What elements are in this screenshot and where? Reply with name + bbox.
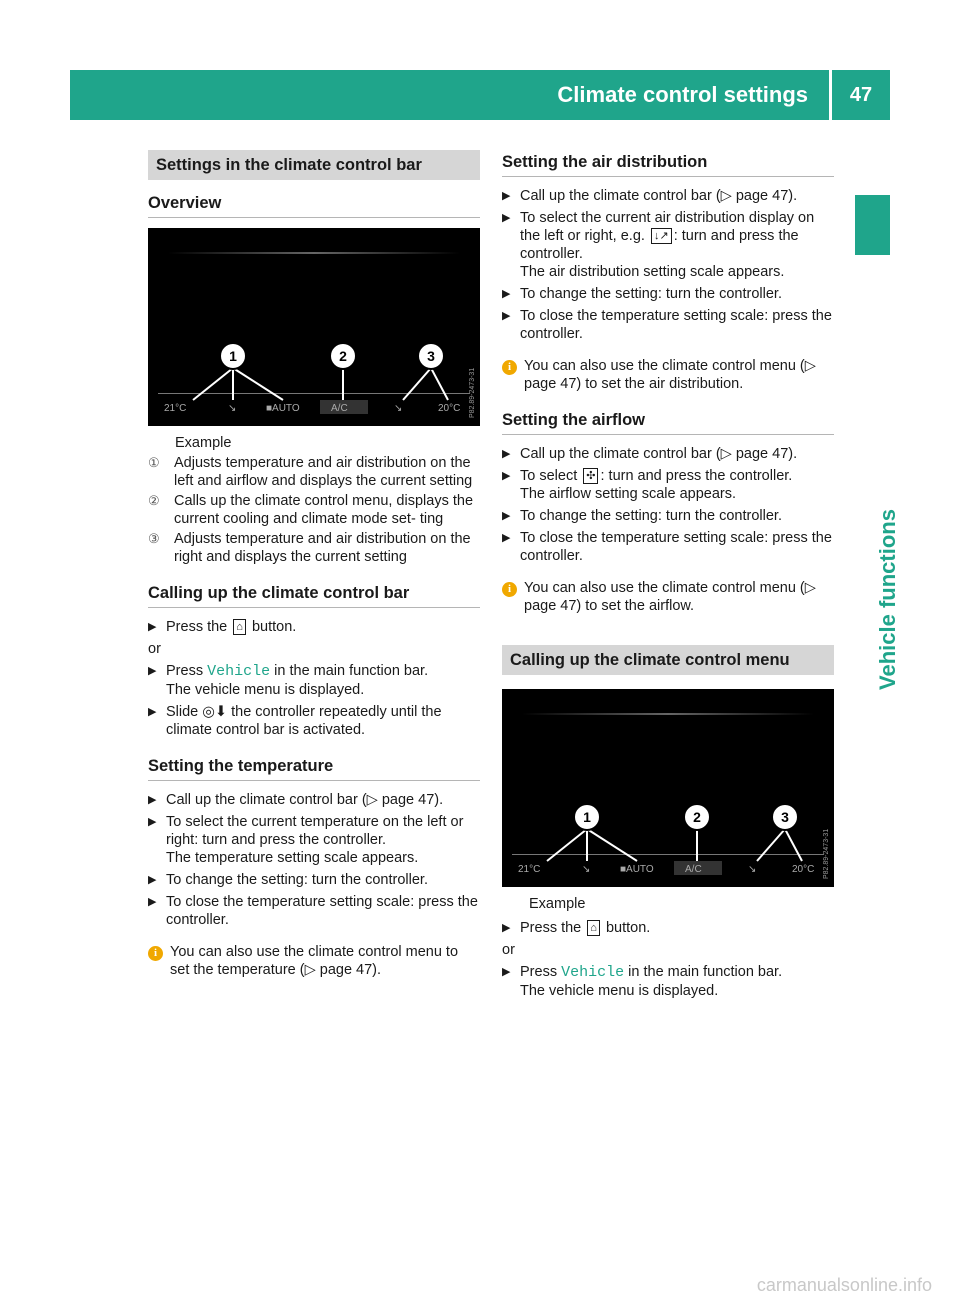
auto-label: ■AUTO [620,864,654,875]
step: ▶ Press Vehicle in the main function bar. The vehicle menu is displayed. [502,964,783,999]
arrow-icon: ▶ [502,212,511,224]
section-title-climate-menu: Calling up the climate control menu [502,645,834,675]
air-dist-left-icon: ↘ [582,864,591,875]
air-distribution-icon: ↓↗ [651,228,672,244]
left-column [148,150,480,979]
arrow-icon: ▶ [148,665,157,677]
arrow-icon: ▶ [148,896,157,908]
step: ▶ To select ✣ : turn and press the controller. The airflow setting scale appears. [502,468,793,502]
vehicle-menu-label: Vehicle [561,964,625,981]
arrow-icon: ▶ [148,816,157,828]
figure-code: P82.89-2473-31 [823,828,830,879]
climate-menu-illustration [502,689,834,887]
bar-baseline [512,854,824,855]
step: ▶ To close the temperature setting scale: press the controller. [502,530,832,564]
arrow-icon: ▶ [148,874,157,886]
step: ▶ Call up the climate control bar (▷ page 47). [502,188,798,204]
right-column [502,150,834,1004]
heading-calling-bar: Calling up the climate control bar [148,584,480,608]
temp-right-value: 20°C [438,403,461,414]
info-note: i You can also use the climate control menu to set the temperature (▷ page 47). [148,943,480,979]
info-icon: i [148,946,163,961]
air-dist-left-icon: ↘ [228,403,237,414]
air-dist-right-icon: ↘ [748,864,757,875]
arrow-icon: ▶ [148,706,157,718]
top-glow [168,252,460,254]
vehicle-menu-label: Vehicle [207,663,271,680]
step: ▶ To change the setting: turn the controller. [502,286,782,302]
car-button-icon: ⌂ [233,619,246,635]
figure-caption: Example [529,896,586,912]
temp-left-value: 21°C [164,403,187,414]
temp-right-value: 20°C [792,864,815,875]
step: ▶ To close the temperature setting scale: press the controller. [148,894,478,928]
or-text: or [502,942,515,958]
step: ▶ To close the temperature setting scale: press the controller. [502,308,832,342]
marker-label-2: 2 [693,809,701,825]
info-note: i You can also use the climate control menu (▷ page 47) to set the air distribution. [502,357,834,393]
arrow-icon: ▶ [502,288,511,300]
list-item: ③ Adjusts temperature and air distribution on the right and displays the current setting [148,531,471,565]
air-dist-right-icon: ↘ [394,403,403,414]
info-note: i You can also use the climate control menu (▷ page 47) to set the airflow. [502,579,834,615]
arrow-icon: ▶ [502,922,511,934]
marker-label-2: 2 [339,348,347,364]
page-header [70,70,890,120]
step: ▶ Call up the climate control bar (▷ page 47). [148,792,444,808]
climate-bar-figure [148,228,480,426]
section-title-climate-bar: Settings in the climate control bar [148,150,480,180]
temp-left-value: 21°C [518,864,541,875]
info-icon: i [502,360,517,375]
chapter-title: Climate control settings [557,82,808,107]
side-section-label: Vehicle functions [875,509,900,690]
step: ▶ Press the ⌂ button. [502,920,651,936]
step: ▶ Slide ◎⬇ the controller repeatedly until the climate control bar is activated. [148,704,442,738]
info-icon: i [502,582,517,597]
climate-bar-illustration [148,228,480,426]
step: ▶ To select the current air distribution display on the left or right, e.g. ↓↗ : turn and press the controller. The air distribution setting scale appears. [502,210,815,280]
arrow-icon: ▶ [502,310,511,322]
figure-code: P82.89-2473-31 [469,367,476,418]
list-item: ② Calls up the climate control menu, displays the current cooling and climate mode set- ting [148,493,474,527]
arrow-icon: ▶ [148,621,157,633]
heading-airflow: Setting the airflow [502,411,834,435]
climate-menu-figure [502,689,834,887]
arrow-icon: ▶ [502,966,511,978]
ac-label: A/C [331,403,348,414]
airflow-fan-icon: ✣ [583,468,598,484]
top-glow [522,713,814,715]
marker-label-3: 3 [781,809,789,825]
auto-label: ■AUTO [266,403,300,414]
controller-slide-icon: ◎⬇ [202,704,228,720]
heading-temperature: Setting the temperature [148,757,480,781]
arrow-icon: ▶ [502,448,511,460]
page-number: 47 [849,84,873,106]
marker-label-1: 1 [583,809,591,825]
marker-label-3: 3 [427,348,435,364]
arrow-icon: ▶ [502,470,511,482]
step: ▶ Call up the climate control bar (▷ page 47). [502,446,798,462]
bar-baseline [158,393,470,394]
heading-overview: Overview [148,194,480,218]
step: ▶ Press the ⌂ button. [148,619,297,635]
arrow-icon: ▶ [502,510,511,522]
or-text: or [148,641,161,657]
overview-legend [148,454,480,566]
heading-air-distribution: Setting the air distribution [502,153,834,177]
step: ▶ To change the setting: turn the controller. [502,508,782,524]
arrow-icon: ▶ [148,794,157,806]
side-tab-marker [855,195,890,255]
step: ▶ To change the setting: turn the controller. [148,872,428,888]
figure-caption: Example [175,435,232,451]
watermark: carmanualsonline.info [756,1275,932,1295]
arrow-icon: ▶ [502,190,511,202]
car-button-icon: ⌂ [587,920,600,936]
arrow-icon: ▶ [502,532,511,544]
marker-label-1: 1 [229,348,237,364]
step: ▶ Press Vehicle in the main function bar. The vehicle menu is displayed. [148,663,429,698]
step: ▶ To select the current temperature on the left or right: turn and press the controller. The temperature setting scale appears. [148,814,464,866]
ac-label: A/C [685,864,702,875]
list-item: ① Adjusts temperature and air distribution on the left and airflow and displays the current setting [148,455,473,489]
